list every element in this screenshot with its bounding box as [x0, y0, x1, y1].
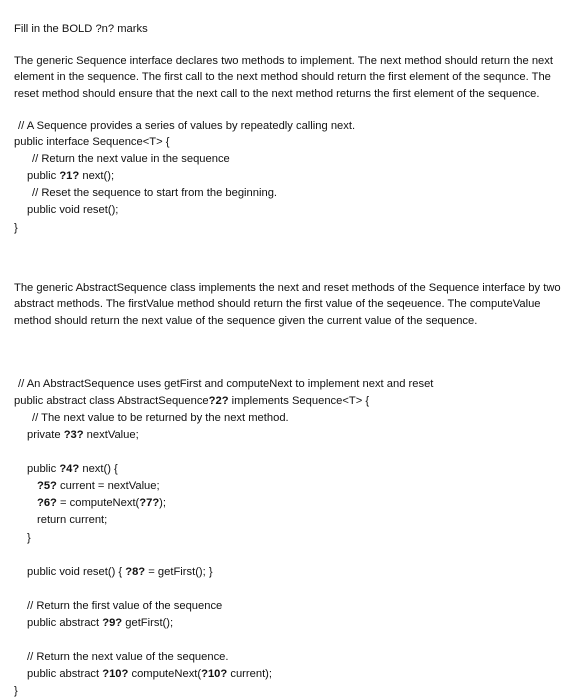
- code-comment: // Reset the sequence to start from the beginning.: [32, 187, 278, 199]
- abstract-sequence-intro-text: The generic AbstractSequence class implements the next and reset methods of the Sequence interface by two abstract methods. The firstValue method should return the first value of the seqeuence. The computeValue method should return the next value of the sequence given the current value of the sequence.: [14, 282, 561, 327]
- code-next-method: [27, 462, 118, 476]
- code-getfirst-declaration: [27, 616, 173, 630]
- sequence-intro-paragraph: [14, 53, 570, 102]
- code-field-declaration: [27, 428, 139, 442]
- code-comment: // Return the first value of the sequence: [27, 600, 223, 612]
- code-closing-brace: }: [14, 685, 18, 697]
- code-comment: // Return the next value in the sequence: [32, 153, 230, 165]
- blank-2: ?2?: [208, 395, 229, 407]
- blank-10: ?10?: [102, 668, 129, 680]
- blank-4: ?4?: [59, 463, 80, 475]
- code-closing-brace: }: [14, 222, 18, 234]
- code-comment: // Return the next value of the sequence.: [27, 651, 229, 663]
- code-text: current);: [227, 668, 273, 680]
- code-text: public abstract: [27, 668, 103, 680]
- abstract-sequence-intro-paragraph: [14, 280, 570, 329]
- code-text: public abstract class AbstractSequence: [14, 395, 209, 407]
- code-text: implements Sequence<T> {: [228, 395, 370, 407]
- code-text: = getFirst(); }: [145, 566, 213, 578]
- code-interface-declaration: public interface Sequence<T> {: [14, 136, 170, 148]
- code-text: next() {: [79, 463, 118, 475]
- code-text: private: [27, 429, 64, 441]
- code-text: = computeNext(: [56, 497, 140, 509]
- code-next-declaration: [27, 169, 114, 183]
- blank-7: ?7?: [139, 497, 160, 509]
- code-reset-declaration: public void reset();: [27, 204, 119, 216]
- code-return-statement: return current;: [37, 514, 108, 526]
- code-comment: // A Sequence provides a series of values by repeatedly calling next.: [18, 120, 356, 132]
- code-text: nextValue;: [83, 429, 139, 441]
- code-text: );: [159, 497, 167, 509]
- code-statement: [37, 479, 160, 493]
- code-text: public abstract: [27, 617, 103, 629]
- code-text: computeNext(: [128, 668, 202, 680]
- code-text: public: [27, 170, 60, 182]
- page-title: Fill in the BOLD ?n? marks: [14, 23, 148, 35]
- blank-5: ?5?: [37, 480, 57, 492]
- blank-1: ?1?: [59, 170, 80, 182]
- code-text: public: [27, 463, 60, 475]
- blank-6: ?6?: [37, 497, 57, 509]
- code-text: public void reset() {: [27, 566, 126, 578]
- code-reset-method: [27, 565, 213, 579]
- sequence-intro-text: The generic Sequence interface declares two methods to implement. The next method should return the next element in the sequence. The first call to the next method should return the first element of the sequnce. The reset method should ensure that the next call to the next method returns the first element of the sequence.: [14, 55, 553, 100]
- blank-3: ?3?: [63, 429, 84, 441]
- blank-9: ?9?: [102, 617, 123, 629]
- code-computenext-declaration: [27, 667, 272, 681]
- code-closing-brace: }: [27, 532, 31, 544]
- code-text: current = nextValue;: [56, 480, 160, 492]
- blank-10-parameter: ?10?: [201, 668, 228, 680]
- code-text: next();: [79, 170, 115, 182]
- code-comment: // An AbstractSequence uses getFirst and computeNext to implement next and reset: [18, 378, 434, 390]
- code-comment: // The next value to be returned by the next method.: [32, 412, 289, 424]
- code-text: getFirst();: [122, 617, 174, 629]
- blank-8: ?8?: [125, 566, 146, 578]
- code-statement: [37, 496, 166, 510]
- code-class-declaration: [14, 394, 369, 408]
